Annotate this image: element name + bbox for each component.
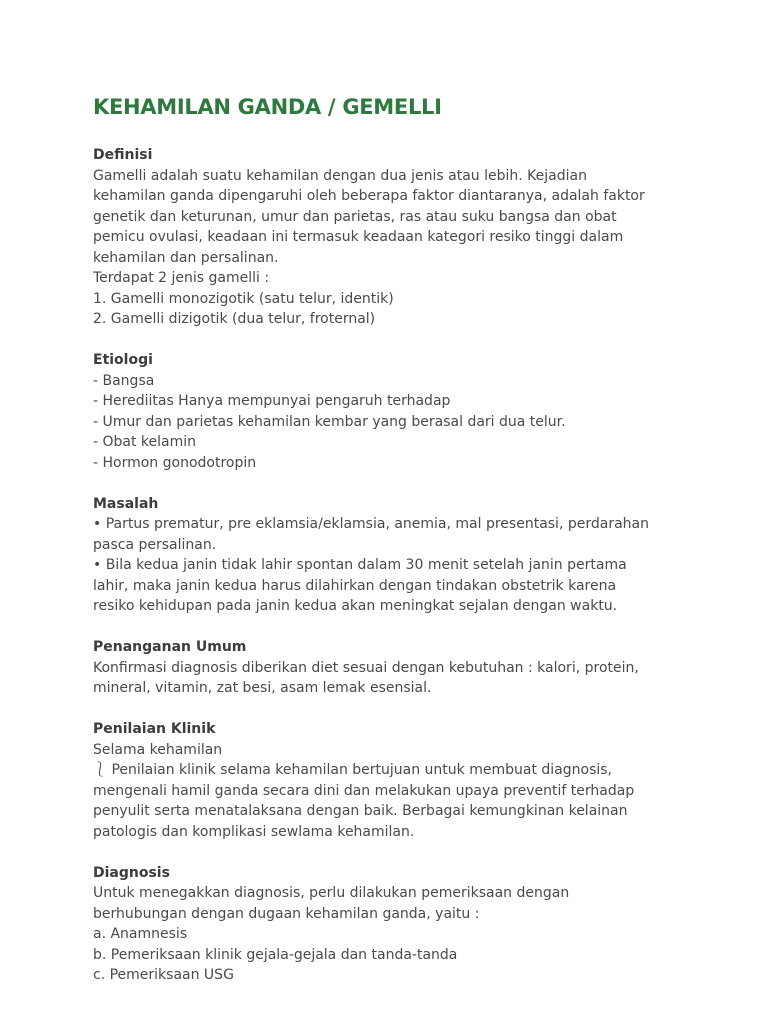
list-item: • Partus prematur, pre eklamsia/eklamsia, anemia, mal presentasi, perdarahan xyxy=(93,516,649,532)
list-item: - Herediitas Hanya mempunyai pengaruh terhadap xyxy=(93,393,451,409)
body-line: resiko kehidupan pada janin kedua akan meningkat sejalan dengan waktu. xyxy=(93,598,618,614)
body-line: pemicu ovulasi, keadaan ini termasuk keadaan kategori resiko tinggi dalam xyxy=(93,229,624,245)
section-heading: Definisi xyxy=(93,147,153,163)
body-line: mineral, vitamin, zat besi, asam lemak esensial. xyxy=(93,680,432,696)
document-page xyxy=(93,92,693,986)
section-definisi xyxy=(93,145,693,330)
list-item: - Umur dan parietas kehamilan kembar yang berasal dari dua telur. xyxy=(93,413,566,430)
body-line: berhubungan dengan dugaan kehamilan ganda, yaitu : xyxy=(93,905,480,922)
body-line: Terdapat 2 jenis gamelli : xyxy=(93,270,270,286)
list-item: - Bangsa xyxy=(93,372,155,389)
list-item: c. Pemeriksaan USG xyxy=(93,967,234,983)
section-diagnosis xyxy=(93,863,693,986)
list-item: - Obat kelamin xyxy=(93,434,197,450)
section-penilaian-klinik xyxy=(93,719,693,842)
list-item: 1. Gamelli monozigotik (satu telur, identik) xyxy=(93,290,394,307)
body-line: Selama kehamilan xyxy=(93,741,223,758)
section-heading: Penilaian Klinik xyxy=(93,721,216,737)
list-item: 2. Gamelli dizigotik (dua telur, froternal) xyxy=(93,311,376,327)
body-line: Gamelli adalah suatu kehamilan dengan dua jenis atau lebih. Kejadian xyxy=(93,167,587,184)
body-line: patologis dan komplikasi sewlama kehamilan. xyxy=(93,823,415,840)
body-line: genetik dan keturunan, umur dan parietas, ras atau suku bangsa dan obat xyxy=(93,208,617,225)
section-heading: Penanganan Umum xyxy=(93,639,247,655)
body-line: Untuk menegakkan diagnosis, perlu dilakukan pemeriksaan dengan xyxy=(93,885,570,901)
section-penanganan-umum xyxy=(93,637,693,699)
section-masalah xyxy=(93,494,693,617)
list-item: • Bila kedua janin tidak lahir spontan dalam 30 menit setelah janin pertama xyxy=(93,557,627,573)
body-line: penyulit serta menatalaksana dengan baik. Berbagai kemungkinan kelainan xyxy=(93,803,628,819)
body-line: ⎱ Penilaian klinik selama kehamilan bertujuan untuk membuat diagnosis, xyxy=(93,762,612,778)
section-heading: Diagnosis xyxy=(93,864,170,881)
section-heading: Etiologi xyxy=(93,352,153,368)
body-line: kehamilan dan persalinan. xyxy=(93,249,279,266)
document-title: KEHAMILAN GANDA / GEMELLI xyxy=(93,95,442,119)
section-heading: Masalah xyxy=(93,495,159,512)
body-line: kehamilan ganda dipengaruhi oleh beberapa faktor diantaranya, adalah faktor xyxy=(93,188,645,204)
list-item: - Hormon gonodotropin xyxy=(93,454,257,471)
body-line: mengenali hamil ganda secara dini dan melakukan upaya preventif terhadap xyxy=(93,782,635,799)
list-item: b. Pemeriksaan klinik gejala-gejala dan tanda-tanda xyxy=(93,946,458,963)
list-item: a. Anamnesis xyxy=(93,926,188,942)
body-line: Konfirmasi diagnosis diberikan diet sesuai dengan kebutuhan : kalori, protein, xyxy=(93,659,639,676)
body-line: pasca persalinan. xyxy=(93,536,217,553)
section-etiologi xyxy=(93,350,693,473)
body-line: lahir, maka janin kedua harus dilahirkan dengan tindakan obstetrik karena xyxy=(93,577,617,594)
